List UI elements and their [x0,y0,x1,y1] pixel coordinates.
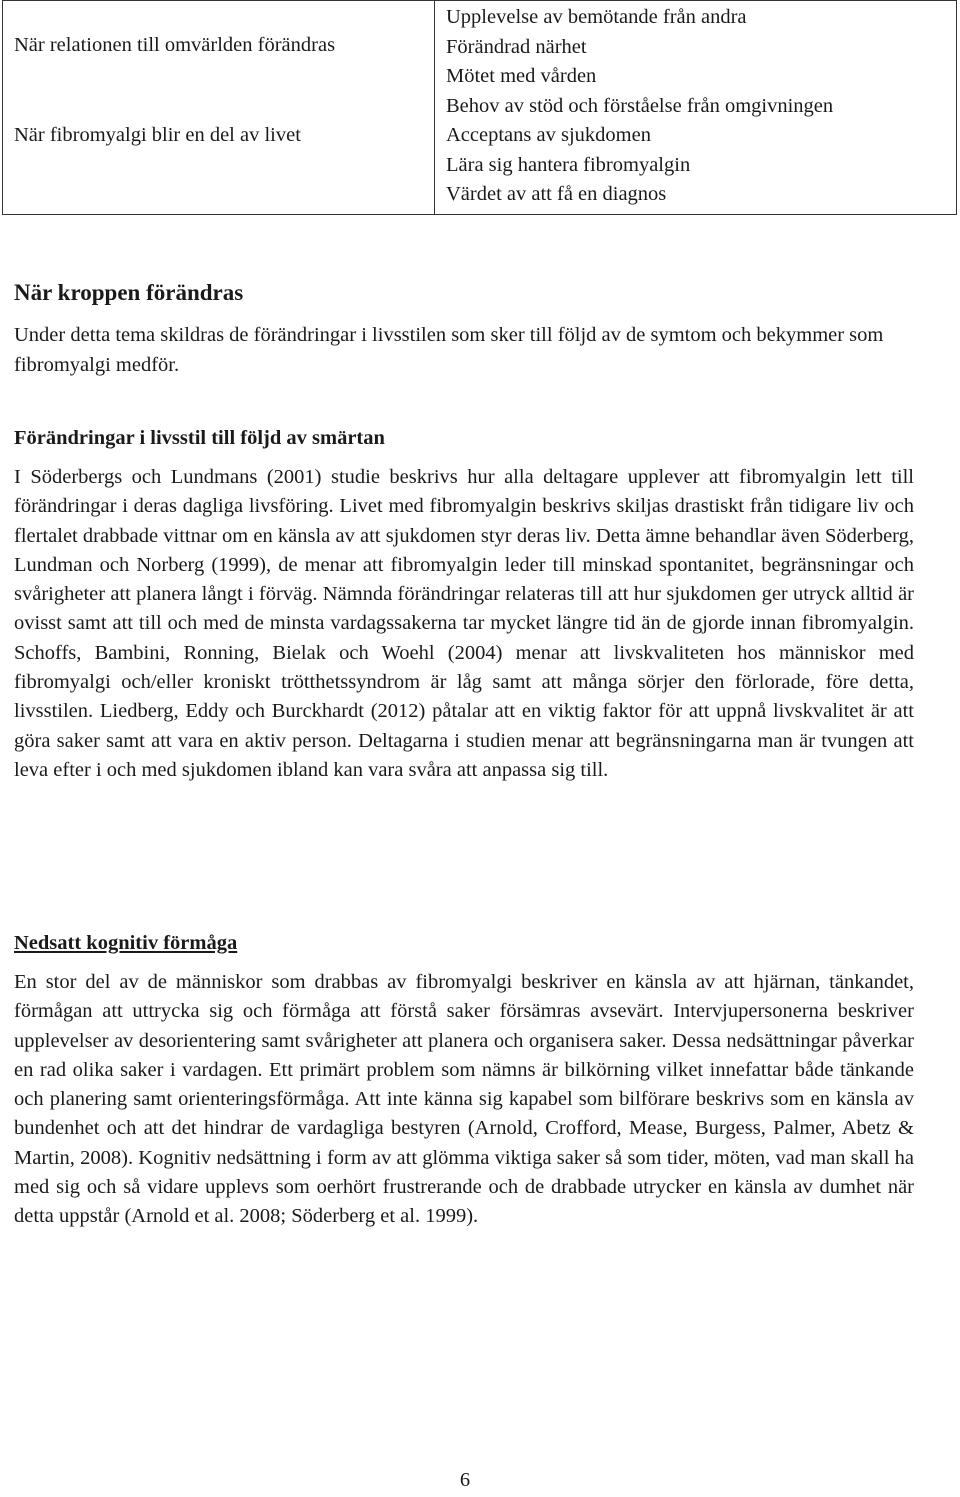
subsection-heading-cognitive: Nedsatt kognitiv förmåga [14,932,238,954]
subsection-paragraph-lifestyle: I Söderbergs och Lundmans (2001) studie beskrivs hur alla deltagare upplever att fibromyalgin lett till förändringar i deras dagliga livsföring. Livet med fibromyalgin beskrivs skiljas drastiskt från tidigare liv och flertalet drabbade vittnar om en känsla av att sjukdomen styr deras liv. Detta ämne behandlar även Söderberg, Lundman och Norberg (1999), de menar att fibromyalgin leder till minskad spontanitet, begränsningar och svårigheter att planera långt i förväg. Nämnda förändringar relateras till att hur sjukdomen ger utryck alltid är ovisst samt att till och med de minsta vardagssakerna tar mycket längre tid än de gjorde innan fibromyalgin. Schoffs, Bambini, Ronning, Bielak och Woehl (2004) menar att livskvaliteten hos människor med fibromyalgi och/eller kroniskt trötthetssyndrom är låg samt att många sörjer den förlorade, före detta, livsstilen. Liedberg, Eddy och Burckhardt (2012) påtalar att en viktig faktor för att uppnå livskvalitet är att göra saker samt att vara en aktiv person. Deltagarna i studien menar att begränsningarna man är tvungen att leva efter i och med sjukdomen ibland kan vara svåra att anpassa sig till. [14,466,914,781]
section-heading: När kroppen förändras [14,280,244,305]
subsection-heading-lifestyle: Förändringar i livsstil till följd av smärtan [14,427,385,449]
subtheme-item: Upplevelse av bemötande från andra [446,6,747,28]
subtheme-item: Värdet av att få en diagnos [446,183,667,205]
subtheme-item: Lära sig hantera fibromyalgin [446,153,691,176]
subsection-paragraph-cognitive: En stor del av de människor som drabbas av fibromyalgi beskriver en känsla av att hjärnan, tänkandet, förmågan att uttrycka sig och förmåga att förstå saker försämras avsevärt. Intervjupersonerna beskriver upplevelser av desorientering samt svårigheter att planera och organisera saker. Dessa nedsättningar påverkar en rad olika saker i vardagen. Ett primärt problem som nämns är bilkörning vilket innefattar både tänkande och planering samt orienteringsförmåga. Att inte känna sig kapabel som bilförare beskrivs som en känsla av bundenhet och att det hindrar de vardagliga bestyren (Arnold, Crofford, Mease, Burgess, Palmer, Abetz & Martin, 2008). Kognitiv nedsättning i form av att glömma viktiga saker så som tider, möten, vad man skall ha med sig och så vidare upplevs som oerhört frustrerande och de drabbade utrycker en känsla av dumhet när detta uppstår (Arnold et al. 2008; Söderberg et al. 1999). [14,971,914,1228]
subtheme-item: Acceptans av sjukdomen [446,124,651,146]
subtheme-item: Behov av stöd och förståelse från omgivningen [446,94,834,117]
section-intro-paragraph: Under detta tema skildras de förändringar i livsstilen som sker till följd av de symtom och bekymmer som fibromyalgi medför. [14,324,884,376]
theme-label: När fibromyalgi blir en del av livet [14,123,301,146]
subtheme-item: Förändrad närhet [446,35,587,58]
themes-table-left-cell [3,1,435,215]
themes-table-right-cell [435,1,957,215]
subtheme-item: Mötet med vården [446,65,597,87]
subtheme-list [446,1,956,210]
theme-label: När relationen till omvärlden förändras [14,34,336,56]
themes-table [2,0,957,215]
page-number: 6 [459,1469,471,1491]
